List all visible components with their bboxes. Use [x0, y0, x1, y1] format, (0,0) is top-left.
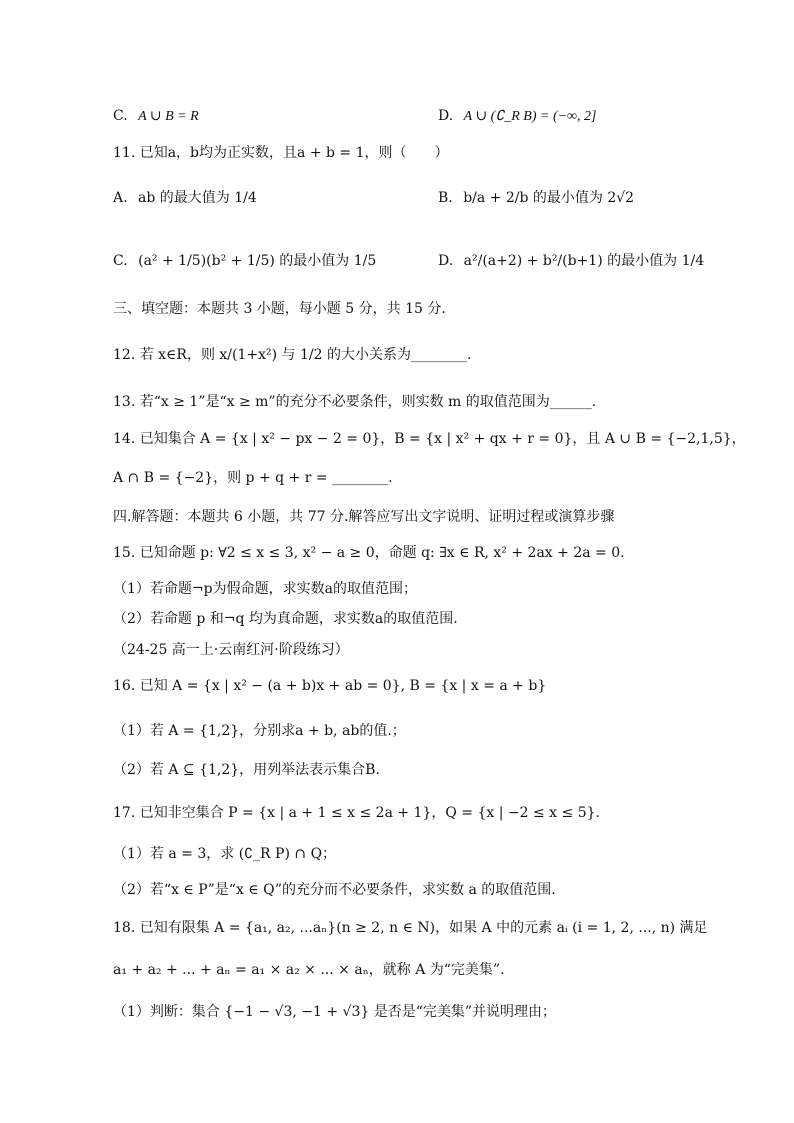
q10-option-c — [113, 106, 199, 127]
q14-line2: A ∩ B = {−2}，则 p + q + r = ________. — [113, 470, 393, 486]
q11-stem: 11. 已知a，b均为正实数，且a + b = 1，则（ ） — [113, 145, 449, 161]
q16-part1: （1）若 A = {1,2}，分别求a + b, ab的值.； — [113, 723, 406, 739]
q10-option-d-math: A ∪ (∁_R B) = (−∞, 2] — [463, 109, 597, 124]
q11-option-d-text: a²/(a+2) + b²/(b+1) 的最小值为 1/4 — [463, 253, 705, 269]
q15-part2: （2）若命题 p 和¬q 均为真命题，求实数a的取值范围. — [113, 611, 458, 627]
q15-source: （24-25 高一上·云南红河·阶段练习） — [113, 642, 349, 658]
q10-option-c-math: A ∪ B = R — [138, 109, 199, 124]
q10-option-c-label: C. — [113, 108, 128, 124]
q10-option-d — [438, 106, 597, 127]
q11-option-b — [438, 188, 634, 208]
q11-option-a-text: ab 的最大值为 1/4 — [138, 190, 257, 206]
q16-part2: （2）若 A ⊆ {1,2}，用列举法表示集合B. — [113, 762, 380, 778]
q11-option-c — [113, 251, 376, 271]
q11-option-d-label: D. — [438, 253, 454, 269]
q11-option-a — [113, 188, 257, 208]
q11-option-c-text: (a² + 1/5)(b² + 1/5) 的最小值为 1/5 — [138, 253, 377, 269]
q11-option-c-label: C. — [113, 253, 128, 269]
q16-stem: 16. 已知 A = {x | x² − (a + b)x + ab = 0}, B = {x | x = a + b} — [113, 678, 547, 694]
q17-part2: （2）若“x ∈ P”是“x ∈ Q”的充分而不必要条件，求实数 a 的取值范围. — [113, 882, 556, 898]
q18-line2: a₁ + a₂ + ... + aₙ = a₁ × a₂ × ... × aₙ，就称 A 为“完美集”. — [113, 962, 505, 978]
q18-stem: 18. 已知有限集 A = {a₁, a₂, ...aₙ}(n ≥ 2, n ∈ N)，如果 A 中的元素 aᵢ (i = 1, 2, ..., n) 满足 — [113, 920, 708, 936]
section-4-heading: 四.解答题：本题共 6 小题，共 77 分.解答应写出文字说明、证明过程或演算步骤 — [113, 509, 615, 525]
q17-stem: 17. 已知非空集合 P = {x | a + 1 ≤ x ≤ 2a + 1}，Q = {x | −2 ≤ x ≤ 5}. — [113, 805, 600, 821]
q12-text: 12. 若 x∈R，则 x/(1+x²) 与 1/2 的大小关系为________. — [113, 347, 472, 363]
q15-part1: （1）若命题¬p为假命题，求实数a的取值范围； — [113, 581, 417, 597]
q13-text: 13. 若“x ≥ 1”是“x ≥ m”的充分不必要条件，则实数 m 的取值范围为______. — [113, 394, 597, 410]
q11-option-a-label: A. — [113, 190, 128, 206]
q14-line1: 14. 已知集合 A = {x | x² − px − 2 = 0}，B = {x | x² + qx + r = 0}，且 A ∪ B = {−2,1,5}， — [113, 431, 746, 447]
q11-option-b-text: b/a + 2/b 的最小值为 2√2 — [463, 190, 635, 206]
q17-part1: （1）若 a = 3，求 (∁_R P) ∩ Q； — [113, 846, 337, 862]
q10-option-d-label: D. — [438, 108, 454, 124]
q11-option-b-label: B. — [438, 190, 453, 206]
q11-option-d — [438, 251, 704, 271]
q18-part1: （1）判断：集合 {−1 − √3, −1 + √3} 是否是“完美集”并说明理由； — [113, 1004, 557, 1020]
q15-stem: 15. 已知命题 p: ∀2 ≤ x ≤ 3, x² − a ≥ 0，命题 q: ∃x ∈ R, x² + 2ax + 2a = 0. — [113, 545, 625, 561]
section-3-heading: 三、填空题：本题共 3 小题，每小题 5 分，共 15 分. — [113, 301, 446, 317]
